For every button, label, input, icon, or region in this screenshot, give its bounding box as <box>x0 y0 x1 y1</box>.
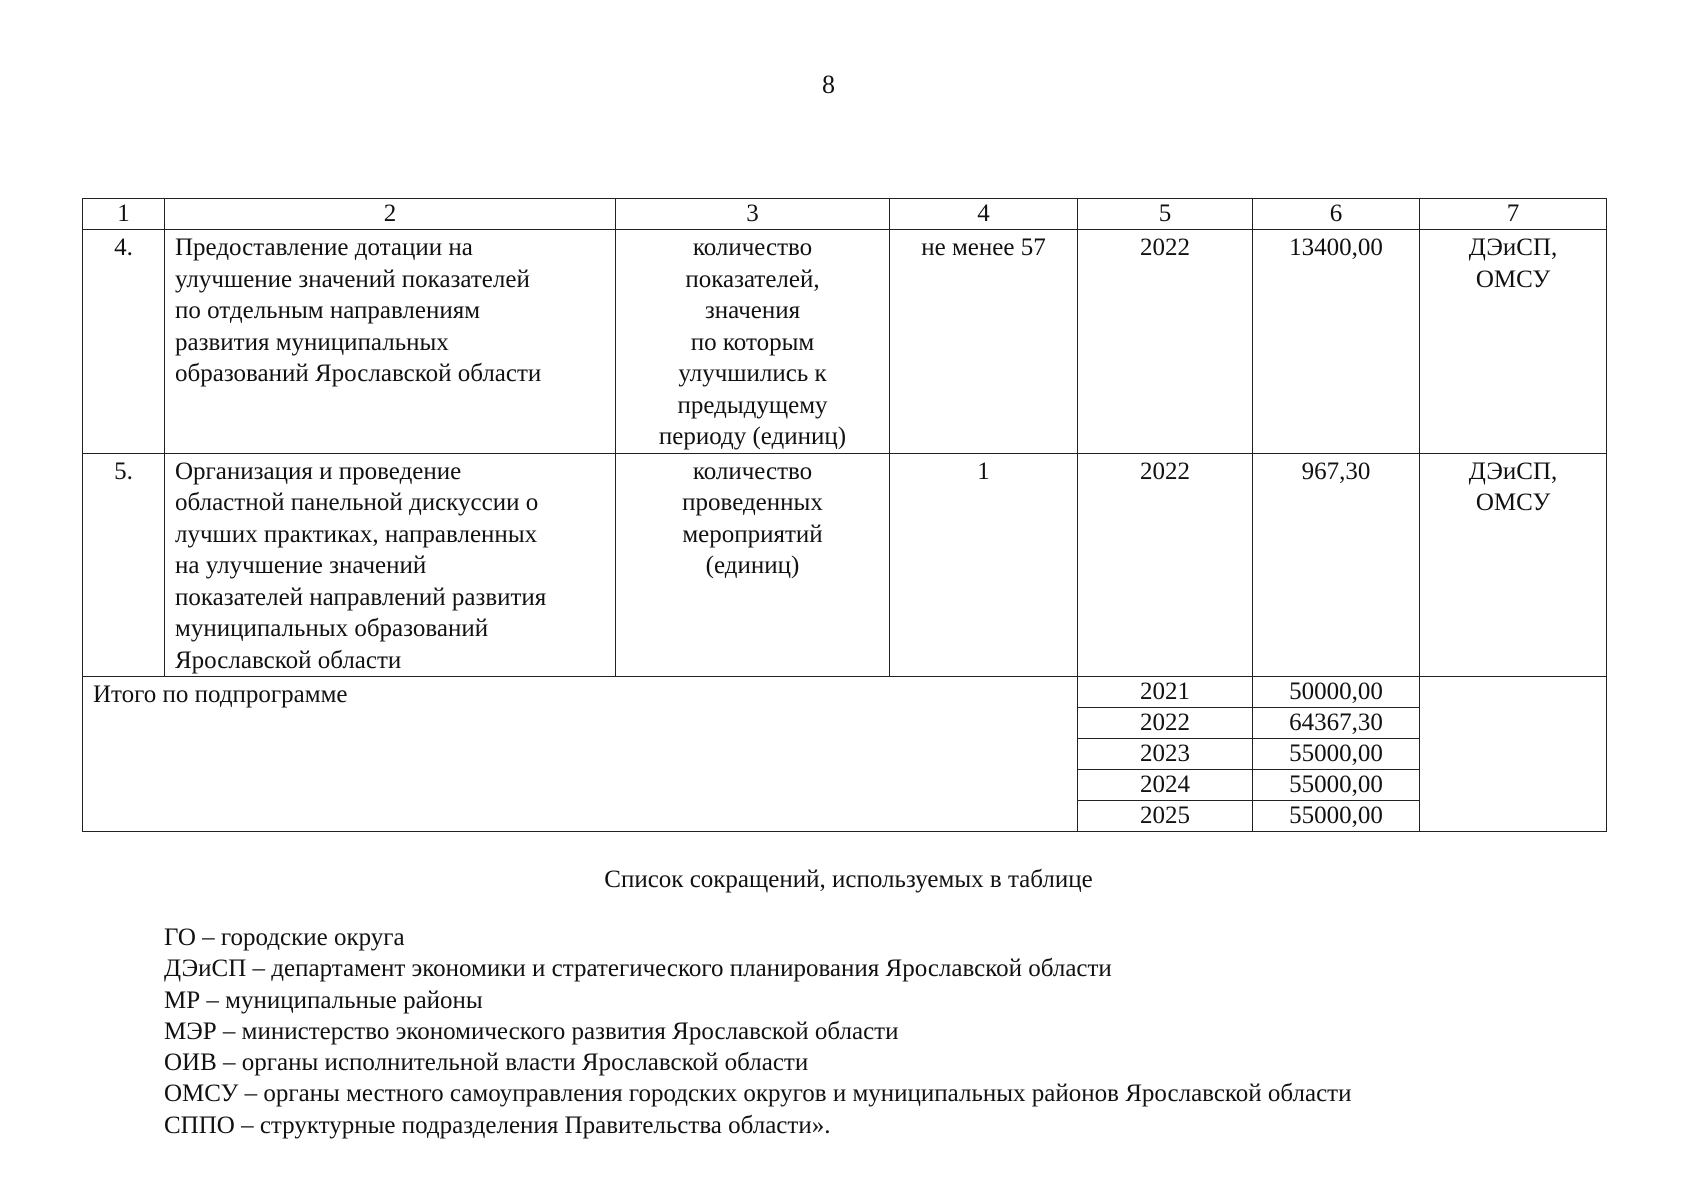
text-line: лучших практиках, направленных <box>175 520 538 548</box>
text-line: по которым <box>690 328 815 356</box>
text-line: развития муниципальных <box>175 328 449 356</box>
text-line: (единиц) <box>705 552 800 579</box>
text-line: значения <box>704 297 801 324</box>
abbreviation-item: МР – муниципальные районы <box>164 986 483 1014</box>
total-year: 2024 <box>1078 770 1253 801</box>
text-line: показателей, <box>685 265 820 293</box>
text-line: периоду (единиц) <box>658 423 847 450</box>
year-cell: 2022 <box>1078 230 1253 454</box>
row-number: 5. <box>83 453 165 677</box>
activity-name <box>165 453 616 677</box>
text-line: проведенных <box>682 489 823 516</box>
total-year: 2021 <box>1078 677 1253 708</box>
table-row <box>83 453 1607 677</box>
text-line: по отдельным направлениям <box>175 297 481 324</box>
total-amount: 55000,00 <box>1253 739 1420 770</box>
text-line: количество <box>692 234 813 261</box>
header-cell: 2 <box>165 199 616 230</box>
total-amount: 55000,00 <box>1253 801 1420 832</box>
abbreviation-item: ОИВ – органы исполнительной власти Ярославской области <box>164 1049 809 1077</box>
text-line: Организация и проведение <box>175 457 462 485</box>
text-line: ДЭиСП, <box>1468 234 1558 261</box>
total-year: 2025 <box>1078 801 1253 832</box>
text-line: Ярославской области <box>175 646 402 674</box>
header-cell: 5 <box>1078 199 1253 230</box>
text-line: ДЭиСП, <box>1468 457 1558 485</box>
page-number: 8 <box>822 70 835 99</box>
abbreviation-item: ГО – городские округа <box>164 924 405 951</box>
text-line: образований Ярославской области <box>175 360 542 387</box>
total-row <box>83 677 1607 708</box>
header-cell: 3 <box>616 199 890 230</box>
amount-cell: 967,30 <box>1253 453 1420 677</box>
total-amount: 64367,30 <box>1253 708 1420 739</box>
header-cell: 4 <box>890 199 1078 230</box>
text-line: мероприятий <box>682 520 823 548</box>
table-header-row <box>83 199 1607 230</box>
text-line: областной панельной дискуссии о <box>175 489 539 516</box>
text-line: улучшились к <box>678 360 827 387</box>
executor-cell <box>1420 230 1607 454</box>
indicator-name <box>616 453 890 677</box>
total-label: Итого по подпрограмме <box>83 677 1078 832</box>
abbreviation-item: ДЭиСП – департамент экономики и стратегического планирования Ярославской области <box>164 955 1112 983</box>
abbreviation-item: МЭР – министерство экономического развития Ярославской области <box>164 1017 899 1045</box>
abbreviation-item: ОМСУ – органы местного самоуправления городских округов и муниципальных районов Ярославской области <box>164 1080 1352 1108</box>
subprogram-table <box>82 198 1607 832</box>
text-line: улучшение значений показателей <box>175 265 530 293</box>
header-cell: 7 <box>1420 199 1607 230</box>
text-line: количество <box>692 457 813 485</box>
total-amount: 55000,00 <box>1253 770 1420 801</box>
text-line: на улучшение значений <box>175 552 427 579</box>
row-number: 4. <box>83 230 165 454</box>
indicator-value: не менее 57 <box>890 230 1078 454</box>
executor-cell <box>1420 453 1607 677</box>
activity-name <box>165 230 616 454</box>
text-line: предыдущему <box>677 391 828 419</box>
total-amount: 50000,00 <box>1253 677 1420 708</box>
indicator-name <box>616 230 890 454</box>
text-line: муниципальных образований <box>175 615 489 642</box>
abbreviations-title: Список сокращений, используемых в таблице <box>604 866 1093 893</box>
total-year: 2022 <box>1078 708 1253 739</box>
text-line: Предоставление дотации на <box>175 234 473 261</box>
abbreviations-list <box>164 922 1352 1141</box>
year-cell: 2022 <box>1078 453 1253 677</box>
text-line: ОМСУ <box>1475 265 1551 293</box>
amount-cell: 13400,00 <box>1253 230 1420 454</box>
empty-cell <box>1420 677 1607 832</box>
text-line: показателей направлений развития <box>175 583 547 611</box>
header-cell: 1 <box>83 199 165 230</box>
header-cell: 6 <box>1253 199 1420 230</box>
text-line: ОМСУ <box>1475 489 1551 516</box>
total-year: 2023 <box>1078 739 1253 770</box>
abbreviation-item: СППО – структурные подразделения Правительства области». <box>164 1111 831 1139</box>
indicator-value: 1 <box>890 453 1078 677</box>
table-row <box>83 230 1607 454</box>
